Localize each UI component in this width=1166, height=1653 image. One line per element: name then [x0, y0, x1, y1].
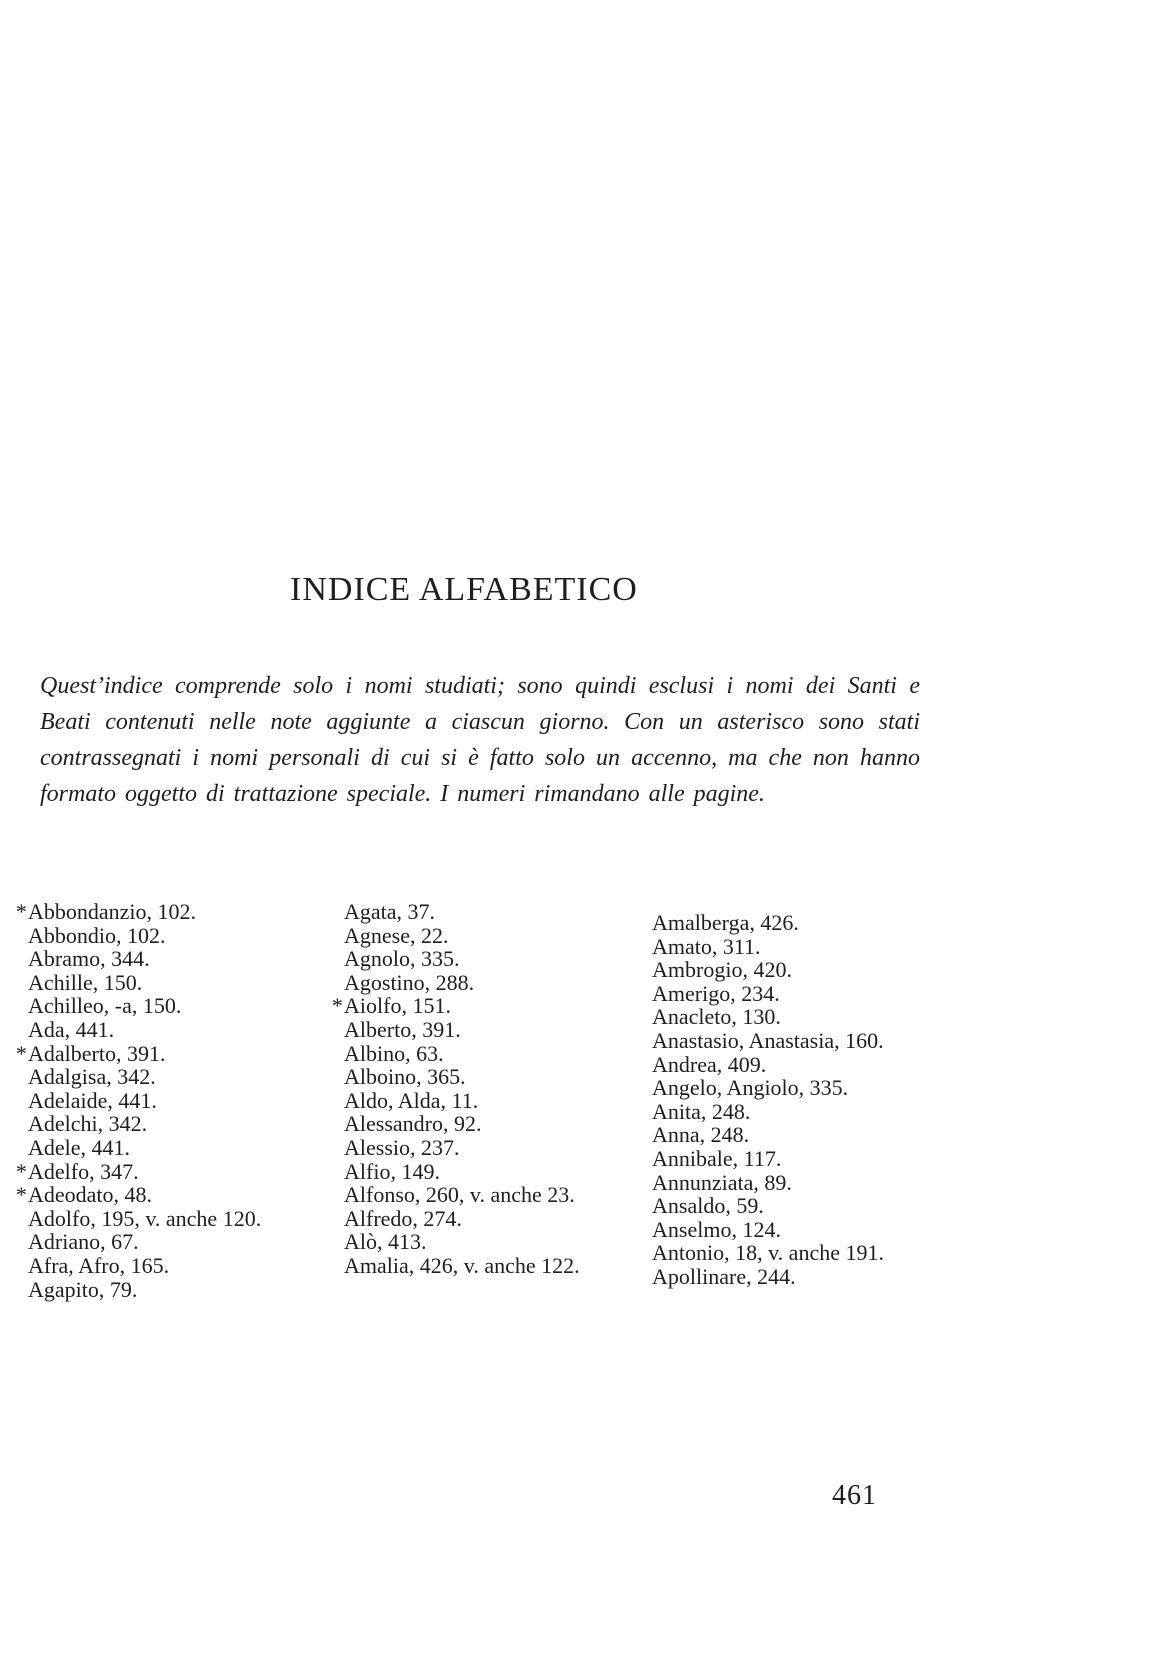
index-entry: Achilleo, -a, 150.: [28, 993, 182, 1019]
page-number: 461: [832, 1480, 877, 1511]
index-entry: Anselmo, 124.: [652, 1216, 781, 1242]
index-entry: *Adeodato, 48.: [15, 1182, 153, 1208]
index-entry: Antonio, 18, v. anche 191.: [652, 1240, 884, 1266]
index-entry: Albino, 63.: [344, 1040, 444, 1066]
index-entry: Alfredo, 274.: [344, 1205, 462, 1231]
index-entry: Aldo, Alda, 11.: [344, 1087, 479, 1113]
index-entry: Alfio, 149.: [344, 1158, 440, 1184]
index-column-3: [652, 911, 922, 1289]
index-entry: Ansaldo, 59.: [652, 1193, 764, 1219]
index-column-1: [15, 899, 298, 1302]
index-entry: Agapito, 79.: [28, 1276, 138, 1302]
asterisk-mark: *: [15, 1182, 27, 1208]
index-entry: Alboino, 365.: [344, 1064, 466, 1090]
index-entry: Ambrogio, 420.: [652, 957, 792, 983]
index-entry: Andrea, 409.: [652, 1051, 767, 1077]
index-entry: Adelaide, 441.: [28, 1087, 157, 1113]
index-entry: Adolfo, 195, v. anche 120.: [28, 1205, 262, 1231]
index-entry: Alberto, 391.: [344, 1016, 461, 1042]
index-entry: Amerigo, 234.: [652, 980, 780, 1006]
index-entry: Abbondio, 102.: [28, 922, 166, 948]
asterisk-mark: *: [15, 1040, 27, 1066]
index-entry: Alò, 413.: [344, 1229, 427, 1255]
index-entry: *Abbondanzio, 102.: [15, 899, 197, 924]
page-title: INDICE ALFABETICO: [290, 571, 638, 608]
index-entry: Abramo, 344.: [28, 946, 150, 972]
index-entry: Afra, Afro, 165.: [28, 1252, 170, 1278]
index-entry: Adalgisa, 342.: [28, 1064, 156, 1090]
index-entry: Agata, 37.: [344, 899, 436, 924]
asterisk-mark: *: [15, 899, 27, 924]
index-entry: *Adalberto, 391.: [15, 1040, 166, 1066]
index-entry: Amalberga, 426.: [652, 910, 799, 935]
index-entry: Adriano, 67.: [28, 1229, 139, 1255]
index-entry: *Adelfo, 347.: [15, 1158, 139, 1184]
intro-paragraph: Quest’indice comprende solo i nomi studiati; sono quindi esclusi i nomi dei Santi e Beati contenuti nelle note aggiunte a ciascun giorno. Con un asterisco sono stati contrassegnati i nomi personali di cui si è fatto solo un accenno, ma che non hanno formato oggetto di trattazione speciale. I numeri rimandano alle pagine.: [40, 673, 920, 807]
index-entry: *Aiolfo, 151.: [331, 993, 451, 1019]
asterisk-mark: *: [331, 993, 343, 1019]
index-entry: Anna, 248.: [652, 1122, 750, 1148]
index-entry: Anacleto, 130.: [652, 1004, 781, 1030]
index-entry: Ada, 441.: [28, 1016, 115, 1042]
index-entry: Agostino, 288.: [344, 969, 475, 995]
index-entry: Agnolo, 335.: [344, 946, 460, 972]
index-entry: Angelo, Angiolo, 335.: [652, 1075, 849, 1101]
index-entry: Alessio, 237.: [344, 1134, 460, 1160]
index-entry: Alessandro, 92.: [344, 1111, 482, 1137]
index-entry: Anastasio, Anastasia, 160.: [652, 1027, 884, 1053]
index-entry: Apollinare, 244.: [652, 1263, 796, 1289]
index-entry: Achille, 150.: [28, 969, 143, 995]
asterisk-mark: *: [15, 1158, 27, 1184]
index-entry: Adele, 441.: [28, 1134, 131, 1160]
index-entry: Amato, 311.: [652, 933, 761, 959]
index-entry: Alfonso, 260, v. anche 23.: [344, 1182, 575, 1208]
index-entry: Adelchi, 342.: [28, 1111, 148, 1137]
index-entry: Annibale, 117.: [652, 1145, 782, 1171]
index-entry: Amalia, 426, v. anche 122.: [344, 1252, 580, 1278]
index-entry: Agnese, 22.: [344, 922, 449, 948]
index-column-2: [331, 899, 614, 1278]
index-entry: Annunziata, 89.: [652, 1169, 792, 1195]
index-entry: Anita, 248.: [652, 1098, 751, 1124]
